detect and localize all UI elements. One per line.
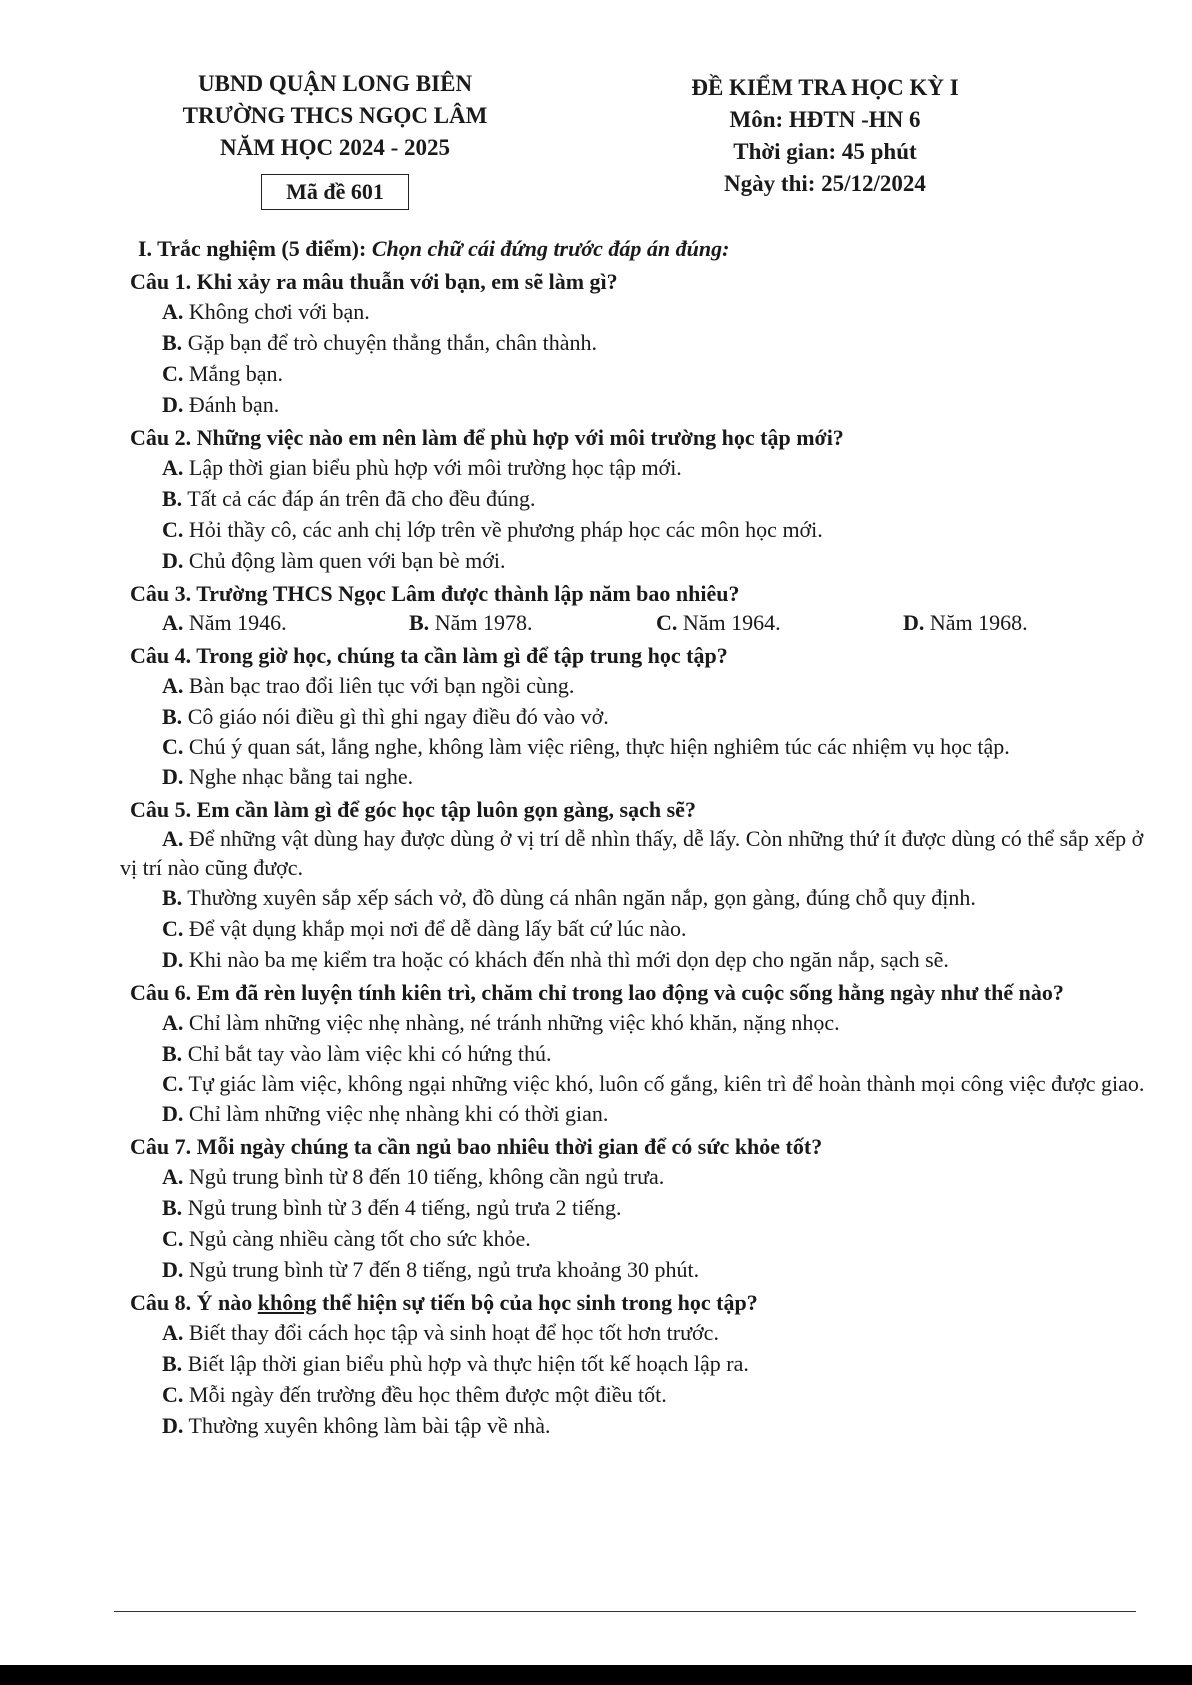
question-8 bbox=[120, 1289, 1150, 1441]
option-text: Bàn bạc trao đổi liên tục với bạn ngồi cùng. bbox=[183, 673, 575, 698]
option-text: Cô giáo nói điều gì thì ghi ngay điều đó vào vở. bbox=[182, 704, 609, 729]
option-text: Năm 1978. bbox=[429, 610, 533, 635]
question-5 bbox=[120, 796, 1150, 975]
option-text: Năm 1968. bbox=[924, 610, 1028, 635]
option-b bbox=[162, 1192, 1150, 1223]
option-text: Chú ý quan sát, lắng nghe, không làm việc riêng, thực hiện nghiêm túc các nhiệm vụ học tập. bbox=[183, 734, 1010, 759]
question-text: Câu 7. Mỗi ngày chúng ta cần ngủ bao nhiêu thời gian để có sức khỏe tốt? bbox=[130, 1134, 823, 1159]
option-text: Đánh bạn. bbox=[183, 392, 280, 417]
option-c bbox=[162, 913, 1150, 944]
option-letter: B. bbox=[162, 1041, 183, 1066]
section-title bbox=[138, 234, 1150, 264]
option-letter: D. bbox=[162, 392, 184, 417]
option-letter: B. bbox=[162, 1351, 183, 1376]
option-text: Chủ động làm quen với bạn bè mới. bbox=[183, 548, 506, 573]
option-text: Nghe nhạc bằng tai nghe. bbox=[183, 764, 414, 789]
option-letter: A. bbox=[162, 1010, 184, 1035]
option-letter: A. bbox=[162, 455, 184, 480]
question-text: Câu 1. Khi xảy ra mâu thuẫn với bạn, em sẽ làm gì? bbox=[130, 269, 618, 294]
section-instruction: Chọn chữ cái đứng trước đáp án đúng: bbox=[371, 236, 730, 261]
option-letter: B. bbox=[409, 610, 430, 635]
exam-subject: Môn: HĐTN -HN 6 bbox=[729, 107, 921, 132]
option-text: Biết thay đổi cách học tập và sinh hoạt để học tốt hơn trước. bbox=[183, 1320, 719, 1345]
option-letter: C. bbox=[162, 361, 184, 386]
option-a bbox=[162, 1007, 1150, 1038]
option-letter: C. bbox=[162, 1226, 184, 1251]
option-text: Mỗi ngày đến trường đều học thêm được một điều tốt. bbox=[183, 1382, 667, 1407]
option-letter: C. bbox=[162, 1382, 184, 1407]
option-letter: B. bbox=[162, 885, 183, 910]
option-text: Chỉ làm những việc nhẹ nhàng khi có thời gian. bbox=[183, 1101, 609, 1126]
exam-duration: Thời gian: 45 phút bbox=[733, 139, 917, 164]
option-text: Thường xuyên không làm bài tập về nhà. bbox=[183, 1413, 551, 1438]
option-text: Năm 1964. bbox=[677, 610, 781, 635]
option-text: Biết lập thời gian biểu phù hợp và thực hiện tốt kế hoạch lập ra. bbox=[182, 1351, 749, 1376]
option-text: Gặp bạn để trò chuyện thẳng thắn, chân thành. bbox=[182, 330, 597, 355]
option-text: Tất cả các đáp án trên đã cho đều đúng. bbox=[182, 486, 536, 511]
question-1 bbox=[120, 268, 1150, 420]
option-letter: C. bbox=[162, 1071, 184, 1096]
school-year: NĂM HỌC 2024 - 2025 bbox=[220, 135, 450, 160]
question-text: Câu 4. Trong giờ học, chúng ta cần làm gì để tập trung học tập? bbox=[130, 643, 728, 668]
option-d bbox=[162, 389, 1150, 420]
option-text: Chỉ làm những việc nhẹ nhàng, né tránh những việc khó khăn, nặng nhọc. bbox=[183, 1010, 840, 1035]
option-letter: C. bbox=[162, 916, 184, 941]
option-c bbox=[162, 358, 1150, 389]
option-text: Ngủ càng nhiều càng tốt cho sức khỏe. bbox=[183, 1226, 531, 1251]
option-b bbox=[162, 1348, 1150, 1379]
option-letter: C. bbox=[162, 517, 184, 542]
underlined-word: không bbox=[257, 1290, 317, 1315]
question-text: Câu 5. Em cần làm gì để góc học tập luôn gọn gàng, sạch sẽ? bbox=[130, 797, 696, 822]
exam-code-box: Mã đề 601 bbox=[261, 174, 409, 210]
section-heading: I. Trắc nghiệm (5 điểm): bbox=[138, 236, 372, 261]
option-row bbox=[162, 608, 1150, 638]
option-c bbox=[162, 514, 1150, 545]
option-a bbox=[162, 296, 1150, 327]
option-b bbox=[162, 1038, 1150, 1069]
option-letter: A. bbox=[162, 610, 184, 635]
option-letter: A. bbox=[162, 826, 184, 851]
option-text: Không chơi với bạn. bbox=[183, 299, 370, 324]
question-text: Câu 6. Em đã rèn luyện tính kiên trì, chăm chỉ trong lao động và cuộc sống hằng ngày như thế nào? bbox=[130, 980, 1064, 1005]
option-b bbox=[162, 483, 1150, 514]
option-b bbox=[162, 882, 1150, 913]
option-c bbox=[162, 1379, 1150, 1410]
option-letter: A. bbox=[162, 1320, 184, 1345]
question-text bbox=[130, 1289, 1150, 1317]
question-text-start: Câu 8. Ý nào bbox=[130, 1290, 258, 1315]
option-text: Lập thời gian biểu phù hợp với môi trường học tập mới. bbox=[183, 455, 682, 480]
option-text: Năm 1946. bbox=[183, 610, 287, 635]
option-text: Khi nào ba mẹ kiểm tra hoặc có khách đến nhà thì mới dọn dẹp cho ngăn nắp, sạch sẽ. bbox=[183, 947, 949, 972]
option-letter: D. bbox=[903, 610, 925, 635]
footer-divider bbox=[114, 1611, 1136, 1612]
question-4 bbox=[120, 642, 1150, 792]
option-letter: A. bbox=[162, 673, 184, 698]
exam-content bbox=[120, 234, 1150, 1441]
option-d bbox=[162, 944, 1150, 975]
option-text: Ngủ trung bình từ 3 đến 4 tiếng, ngủ trưa 2 tiếng. bbox=[182, 1195, 622, 1220]
option-d bbox=[162, 761, 1150, 792]
option-a bbox=[120, 824, 1150, 882]
option-b bbox=[162, 327, 1150, 358]
question-2 bbox=[120, 424, 1150, 576]
option-text: Để vật dụng khắp mọi nơi để dễ dàng lấy bất cứ lúc nào. bbox=[183, 916, 687, 941]
option-text: Thường xuyên sắp xếp sách vở, đồ dùng cá nhân ngăn nắp, gọn gàng, đúng chỗ quy định. bbox=[182, 885, 976, 910]
option-letter: D. bbox=[162, 947, 184, 972]
option-letter: C. bbox=[656, 610, 678, 635]
option-text: Hỏi thầy cô, các anh chị lớp trên về phương pháp học các môn học mới. bbox=[183, 517, 823, 542]
option-a bbox=[162, 608, 409, 638]
option-letter: D. bbox=[162, 1413, 184, 1438]
option-a bbox=[162, 1317, 1150, 1348]
option-text: Ngủ trung bình từ 8 đến 10 tiếng, không cần ngủ trưa. bbox=[183, 1164, 665, 1189]
school-header bbox=[150, 68, 520, 210]
question-text: Câu 2. Những việc nào em nên làm để phù hợp với môi trường học tập mới? bbox=[130, 425, 844, 450]
option-text: Để những vật dùng hay được dùng ở vị trí dễ nhìn thấy, dễ lấy. Còn những thứ ít được dùng có thể sắp xếp ở vị trí nào cũng được. bbox=[120, 826, 1144, 880]
option-letter: A. bbox=[162, 299, 184, 324]
option-d bbox=[162, 1254, 1150, 1285]
option-d bbox=[162, 1098, 1150, 1129]
option-letter: D. bbox=[162, 1101, 184, 1126]
option-d bbox=[903, 608, 1150, 638]
option-text: Tự giác làm việc, không ngại những việc khó, luôn cố gắng, kiên trì để hoàn thành mọi công việc được giao. bbox=[183, 1071, 1145, 1096]
exam-title: ĐỀ KIỂM TRA HỌC KỲ I bbox=[691, 75, 959, 100]
option-d bbox=[162, 545, 1150, 576]
option-letter: C. bbox=[162, 734, 184, 759]
school-name: TRƯỜNG THCS NGỌC LÂM bbox=[182, 103, 488, 128]
scan-border bbox=[0, 1665, 1192, 1685]
option-letter: B. bbox=[162, 1195, 183, 1220]
option-c bbox=[162, 1223, 1150, 1254]
option-b bbox=[162, 701, 1150, 732]
option-a bbox=[162, 452, 1150, 483]
question-3 bbox=[120, 580, 1150, 638]
question-text-end: thể hiện sự tiến bộ của học sinh trong học tập? bbox=[316, 1290, 758, 1315]
option-letter: D. bbox=[162, 548, 184, 573]
option-letter: A. bbox=[162, 1164, 184, 1189]
option-letter: D. bbox=[162, 764, 184, 789]
question-7 bbox=[120, 1133, 1150, 1285]
option-letter: B. bbox=[162, 330, 183, 355]
option-b bbox=[409, 608, 656, 638]
question-text: Câu 3. Trường THCS Ngọc Lâm được thành lập năm bao nhiêu? bbox=[130, 581, 740, 606]
option-c bbox=[656, 608, 903, 638]
option-c bbox=[120, 1069, 1150, 1098]
option-a bbox=[162, 670, 1150, 701]
exam-date: Ngày thi: 25/12/2024 bbox=[724, 171, 926, 196]
option-text: Ngủ trung bình từ 7 đến 8 tiếng, ngủ trưa khoảng 30 phút. bbox=[183, 1257, 700, 1282]
option-letter: B. bbox=[162, 486, 183, 511]
option-text: Chỉ bắt tay vào làm việc khi có hứng thú. bbox=[182, 1041, 552, 1066]
option-c bbox=[120, 732, 1150, 761]
option-d bbox=[162, 1410, 1150, 1441]
option-text: Mắng bạn. bbox=[183, 361, 283, 386]
district-name: UBND QUẬN LONG BIÊN bbox=[197, 71, 473, 96]
question-6 bbox=[120, 979, 1150, 1129]
option-a bbox=[162, 1161, 1150, 1192]
option-letter: D. bbox=[162, 1257, 184, 1282]
option-letter: B. bbox=[162, 704, 183, 729]
exam-header bbox=[660, 72, 990, 200]
